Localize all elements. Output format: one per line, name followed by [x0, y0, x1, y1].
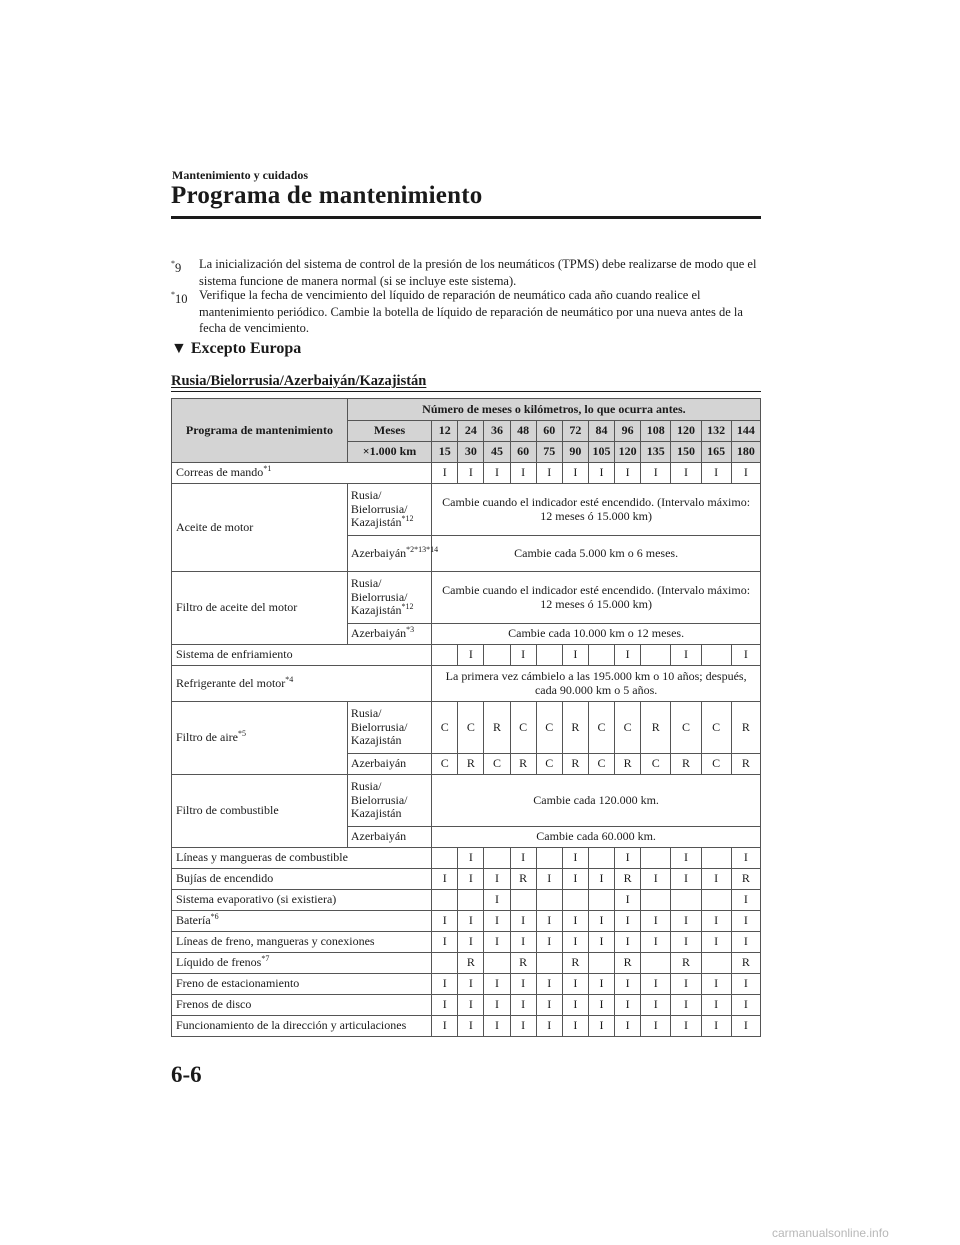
- interval-cell: I: [671, 995, 701, 1016]
- interval-cell: R: [615, 754, 641, 775]
- row-label: Correas de mando$^{*1}$: [172, 463, 432, 484]
- interval-cell: I: [562, 1016, 588, 1037]
- interval-cell: [484, 848, 510, 869]
- interval-cell: I: [731, 995, 760, 1016]
- interval-cell: R: [641, 702, 671, 754]
- interval-cell: I: [536, 1016, 562, 1037]
- km-cell: 180: [731, 442, 760, 463]
- interval-cell: I: [536, 974, 562, 995]
- interval-cell: I: [536, 932, 562, 953]
- interval-cell: I: [562, 463, 588, 484]
- table-row: [172, 932, 761, 953]
- interval-cell: I: [458, 645, 484, 666]
- interval-cell: I: [615, 974, 641, 995]
- month-cell: 120: [671, 421, 701, 442]
- interval-cell: I: [484, 463, 510, 484]
- interval-cell: I: [615, 848, 641, 869]
- interval-cell: [588, 848, 614, 869]
- row-label: Filtro de combustible: [172, 775, 348, 848]
- interval-cell: C: [536, 702, 562, 754]
- interval-cell: [588, 890, 614, 911]
- interval-text: Cambie cada 5.000 km o 6 meses.: [432, 536, 761, 572]
- row-label: Refrigerante del motor$^{*4}$: [172, 666, 432, 702]
- interval-cell: C: [701, 754, 731, 775]
- interval-cell: I: [562, 932, 588, 953]
- interval-cell: I: [588, 869, 614, 890]
- interval-cell: I: [432, 974, 458, 995]
- interval-cell: R: [671, 953, 701, 974]
- month-cell: 12: [432, 421, 458, 442]
- interval-cell: [510, 890, 536, 911]
- table-header-label: Programa de mantenimiento: [172, 399, 348, 463]
- interval-cell: I: [641, 911, 671, 932]
- table-row: [172, 1016, 761, 1037]
- row-label: Sistema evaporativo (si existiera): [172, 890, 432, 911]
- interval-cell: I: [562, 995, 588, 1016]
- interval-cell: I: [458, 463, 484, 484]
- table-row: [172, 572, 761, 624]
- table-row: [172, 848, 761, 869]
- interval-cell: [536, 848, 562, 869]
- interval-cell: R: [484, 702, 510, 754]
- km-cell: 135: [641, 442, 671, 463]
- interval-cell: I: [671, 463, 701, 484]
- region-label: Azerbaiyán$^{*2*13*14}$: [347, 536, 431, 572]
- row-label: Funcionamiento de la dirección y articulaciones: [172, 1016, 432, 1037]
- title-divider: [171, 216, 761, 219]
- region-label: Rusia/ Bielorrusia/ Kazajistán: [347, 775, 431, 827]
- footnote-text: Verifique la fecha de vencimiento del líquido de reparación de neumático cada año cuando realice el mantenimiento periódico. Cambie la botella de líquido de reparación de neumático por una nueva antes de la fecha de vencimiento.: [199, 288, 743, 335]
- footnote-10: [171, 287, 761, 337]
- interval-cell: R: [615, 953, 641, 974]
- page-title: Programa de mantenimiento: [171, 182, 483, 209]
- month-cell: 24: [458, 421, 484, 442]
- region-heading: Rusia/Bielorrusia/Azerbaiyán/Kazajistán: [171, 373, 427, 389]
- interval-cell: I: [588, 1016, 614, 1037]
- interval-cell: I: [701, 911, 731, 932]
- month-cell: 72: [562, 421, 588, 442]
- interval-cell: R: [671, 754, 701, 775]
- interval-cell: R: [458, 754, 484, 775]
- interval-cell: I: [615, 995, 641, 1016]
- interval-cell: I: [432, 995, 458, 1016]
- table-row: [172, 702, 761, 754]
- table-row: [172, 666, 761, 702]
- interval-cell: I: [588, 932, 614, 953]
- interval-cell: R: [562, 754, 588, 775]
- interval-cell: R: [731, 754, 760, 775]
- interval-cell: I: [536, 911, 562, 932]
- interval-cell: I: [588, 911, 614, 932]
- interval-cell: C: [432, 754, 458, 775]
- interval-cell: I: [731, 911, 760, 932]
- table-row: [172, 953, 761, 974]
- table-row: [172, 484, 761, 536]
- region-label: Rusia/ Bielorrusia/ Kazajistán$^{*12}$: [347, 484, 431, 536]
- interval-text: Cambie cuando el indicador esté encendido. (Intervalo máximo: 12 meses ó 15.000 km): [432, 484, 761, 536]
- region-label: Rusia/ Bielorrusia/ Kazajistán$^{*12}$: [347, 572, 431, 624]
- interval-cell: I: [432, 869, 458, 890]
- interval-cell: I: [641, 995, 671, 1016]
- km-cell: 30: [458, 442, 484, 463]
- interval-cell: [641, 890, 671, 911]
- row-label: Filtro de aire$^{*5}$: [172, 702, 348, 775]
- interval-cell: [641, 848, 671, 869]
- interval-cell: I: [562, 645, 588, 666]
- interval-cell: I: [701, 974, 731, 995]
- interval-cell: I: [432, 1016, 458, 1037]
- interval-cell: R: [731, 702, 760, 754]
- interval-cell: I: [641, 463, 671, 484]
- row-label: Batería$^{*6}$: [172, 911, 432, 932]
- interval-cell: I: [701, 463, 731, 484]
- interval-cell: I: [458, 995, 484, 1016]
- month-cell: 96: [615, 421, 641, 442]
- row-label: Aceite de motor: [172, 484, 348, 572]
- region-divider: [171, 391, 761, 392]
- month-cell: 48: [510, 421, 536, 442]
- month-cell: 132: [701, 421, 731, 442]
- km-label: ×1.000 km: [347, 442, 431, 463]
- region-label: Azerbaiyán: [347, 754, 431, 775]
- interval-cell: I: [484, 911, 510, 932]
- interval-cell: [641, 645, 671, 666]
- interval-cell: I: [671, 1016, 701, 1037]
- interval-cell: R: [731, 869, 760, 890]
- interval-cell: I: [536, 995, 562, 1016]
- interval-cell: C: [432, 702, 458, 754]
- interval-cell: [536, 645, 562, 666]
- interval-cell: I: [458, 1016, 484, 1037]
- km-cell: 75: [536, 442, 562, 463]
- interval-cell: I: [615, 1016, 641, 1037]
- month-cell: 108: [641, 421, 671, 442]
- interval-cell: I: [615, 911, 641, 932]
- row-label: Frenos de disco: [172, 995, 432, 1016]
- interval-cell: I: [641, 869, 671, 890]
- interval-cell: I: [588, 995, 614, 1016]
- interval-cell: C: [615, 702, 641, 754]
- footnote-text: La inicialización del sistema de control de la presión de los neumáticos (TPMS) debe realizarse de modo que el sistema funcione de manera normal (si se incluye este sistema).: [199, 257, 757, 288]
- interval-cell: I: [641, 974, 671, 995]
- interval-cell: I: [671, 848, 701, 869]
- interval-cell: I: [510, 911, 536, 932]
- interval-cell: I: [536, 869, 562, 890]
- interval-cell: I: [731, 890, 760, 911]
- sub-heading-text: Excepto Europa: [190, 340, 302, 357]
- interval-text: Cambie cada 60.000 km.: [432, 827, 761, 848]
- interval-cell: I: [615, 463, 641, 484]
- interval-text: La primera vez cámbielo a las 195.000 km o 10 años; después, cada 90.000 km o 5 años.: [432, 666, 761, 702]
- maintenance-schedule-table: [171, 398, 761, 1037]
- interval-cell: C: [641, 754, 671, 775]
- interval-cell: I: [615, 890, 641, 911]
- km-cell: 105: [588, 442, 614, 463]
- footnote-marker: *9: [171, 259, 182, 275]
- table-row: [172, 775, 761, 827]
- interval-cell: I: [731, 974, 760, 995]
- interval-cell: I: [484, 1016, 510, 1037]
- interval-cell: I: [484, 974, 510, 995]
- interval-cell: C: [671, 702, 701, 754]
- interval-cell: C: [458, 702, 484, 754]
- km-cell: 90: [562, 442, 588, 463]
- interval-cell: C: [588, 702, 614, 754]
- interval-text: Cambie cada 10.000 km o 12 meses.: [432, 624, 761, 645]
- interval-cell: [701, 848, 731, 869]
- interval-cell: [536, 953, 562, 974]
- interval-cell: R: [458, 953, 484, 974]
- interval-cell: I: [701, 932, 731, 953]
- interval-cell: C: [484, 754, 510, 775]
- row-label: Freno de estacionamiento: [172, 974, 432, 995]
- interval-cell: I: [701, 995, 731, 1016]
- region-label: Azerbaiyán: [347, 827, 431, 848]
- interval-cell: I: [731, 932, 760, 953]
- km-cell: 150: [671, 442, 701, 463]
- interval-cell: I: [458, 848, 484, 869]
- interval-cell: I: [536, 463, 562, 484]
- interval-cell: R: [731, 953, 760, 974]
- interval-cell: I: [510, 932, 536, 953]
- interval-cell: I: [510, 848, 536, 869]
- interval-cell: I: [484, 995, 510, 1016]
- interval-cell: I: [588, 974, 614, 995]
- interval-cell: I: [615, 645, 641, 666]
- interval-cell: [701, 890, 731, 911]
- interval-cell: I: [458, 869, 484, 890]
- interval-cell: R: [562, 702, 588, 754]
- interval-cell: C: [510, 702, 536, 754]
- interval-cell: I: [432, 463, 458, 484]
- interval-cell: I: [510, 1016, 536, 1037]
- interval-cell: I: [510, 995, 536, 1016]
- interval-cell: I: [671, 974, 701, 995]
- row-label: Líneas de freno, mangueras y conexiones: [172, 932, 432, 953]
- month-cell: 84: [588, 421, 614, 442]
- row-label: Sistema de enfriamiento: [172, 645, 432, 666]
- interval-cell: R: [510, 953, 536, 974]
- interval-cell: [641, 953, 671, 974]
- interval-cell: I: [671, 932, 701, 953]
- interval-cell: I: [615, 932, 641, 953]
- row-label: Filtro de aceite del motor: [172, 572, 348, 645]
- table-row: [172, 995, 761, 1016]
- region-label: Azerbaiyán$^{*3}$: [347, 624, 431, 645]
- interval-cell: I: [562, 911, 588, 932]
- triangle-down-icon: ▼: [171, 340, 187, 357]
- interval-cell: [432, 890, 458, 911]
- table-header-span: Número de meses o kilómetros, lo que ocurra antes.: [347, 399, 760, 421]
- footnote-marker: *10: [171, 290, 188, 306]
- interval-cell: I: [731, 848, 760, 869]
- table-row: [172, 463, 761, 484]
- interval-cell: C: [701, 702, 731, 754]
- interval-cell: [588, 645, 614, 666]
- interval-cell: I: [671, 645, 701, 666]
- interval-cell: I: [510, 463, 536, 484]
- interval-cell: [484, 645, 510, 666]
- interval-cell: [701, 953, 731, 974]
- interval-text: Cambie cada 120.000 km.: [432, 775, 761, 827]
- table-row: [172, 911, 761, 932]
- interval-cell: I: [671, 869, 701, 890]
- interval-cell: I: [458, 911, 484, 932]
- table-row: [172, 645, 761, 666]
- row-label: Bujías de encendido: [172, 869, 432, 890]
- km-cell: 120: [615, 442, 641, 463]
- interval-cell: I: [588, 463, 614, 484]
- page-number: 6-6: [171, 1062, 202, 1087]
- month-cell: 144: [731, 421, 760, 442]
- interval-cell: [458, 890, 484, 911]
- section-label: Mantenimiento y cuidados: [172, 168, 309, 182]
- months-label: Meses: [347, 421, 431, 442]
- interval-cell: I: [510, 974, 536, 995]
- interval-cell: I: [562, 869, 588, 890]
- interval-cell: I: [641, 932, 671, 953]
- interval-cell: I: [432, 911, 458, 932]
- interval-cell: I: [731, 463, 760, 484]
- interval-cell: I: [432, 932, 458, 953]
- interval-cell: R: [615, 869, 641, 890]
- interval-cell: I: [458, 974, 484, 995]
- interval-cell: R: [562, 953, 588, 974]
- interval-cell: I: [562, 848, 588, 869]
- interval-cell: I: [484, 932, 510, 953]
- interval-cell: R: [510, 754, 536, 775]
- interval-cell: [432, 645, 458, 666]
- interval-cell: [588, 953, 614, 974]
- interval-cell: I: [562, 974, 588, 995]
- km-cell: 15: [432, 442, 458, 463]
- interval-cell: I: [701, 1016, 731, 1037]
- interval-cell: I: [731, 645, 760, 666]
- interval-cell: I: [510, 645, 536, 666]
- km-cell: 60: [510, 442, 536, 463]
- table-row: [172, 890, 761, 911]
- region-label: Rusia/ Bielorrusia/ Kazajistán: [347, 702, 431, 754]
- km-cell: 165: [701, 442, 731, 463]
- interval-cell: C: [588, 754, 614, 775]
- interval-cell: I: [484, 869, 510, 890]
- watermark: carmanualsonline.info: [772, 1226, 889, 1240]
- interval-cell: I: [458, 932, 484, 953]
- interval-cell: [562, 890, 588, 911]
- month-cell: 36: [484, 421, 510, 442]
- row-label: Líquido de frenos$^{*7}$: [172, 953, 432, 974]
- month-cell: 60: [536, 421, 562, 442]
- interval-cell: I: [671, 911, 701, 932]
- interval-cell: I: [641, 1016, 671, 1037]
- interval-cell: [432, 848, 458, 869]
- interval-cell: [484, 953, 510, 974]
- row-label: Líneas y mangueras de combustible: [172, 848, 432, 869]
- interval-cell: I: [484, 890, 510, 911]
- footnote-9: [171, 256, 761, 289]
- interval-cell: [536, 890, 562, 911]
- interval-cell: I: [701, 869, 731, 890]
- interval-cell: R: [510, 869, 536, 890]
- table-row: [172, 869, 761, 890]
- interval-cell: C: [536, 754, 562, 775]
- interval-cell: I: [731, 1016, 760, 1037]
- interval-text: Cambie cuando el indicador esté encendido. (Intervalo máximo: 12 meses ó 15.000 km): [432, 572, 761, 624]
- interval-cell: [432, 953, 458, 974]
- interval-cell: [701, 645, 731, 666]
- table-row: [172, 974, 761, 995]
- sub-heading: [171, 340, 301, 358]
- km-cell: 45: [484, 442, 510, 463]
- interval-cell: [671, 890, 701, 911]
